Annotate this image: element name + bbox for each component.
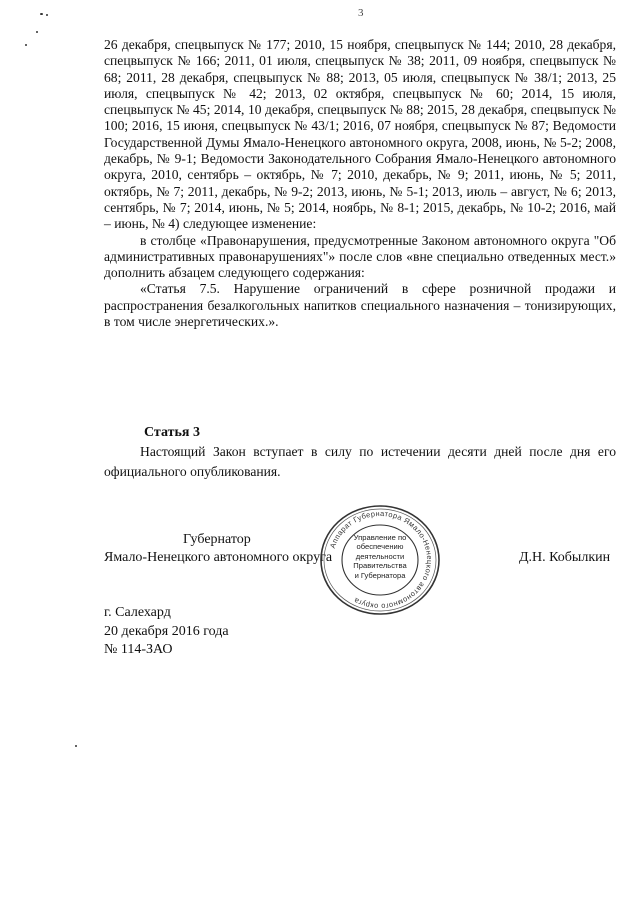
amendment-text [104, 37, 616, 330]
page-number: 3 [358, 7, 364, 19]
footer-law-number: № 114-ЗАО [104, 642, 173, 657]
seal-line: обеспечению [356, 542, 404, 552]
footer [104, 604, 229, 660]
scan-speck [25, 44, 27, 46]
scan-speck [36, 31, 38, 33]
seal-line: Правительства [353, 561, 407, 571]
article-text: Настоящий Закон вступает в силу по истечении десяти дней после дня его официального опубликования. [104, 444, 616, 479]
seal-line: Управление по [353, 533, 407, 542]
seal-line: и Губернатора [354, 570, 406, 580]
article-body [104, 442, 616, 481]
footer-date: 20 декабря 2016 года [104, 623, 229, 639]
scan-speck [46, 14, 48, 16]
governor-name: Д.Н. Кобылкин [519, 550, 611, 565]
governor-title: Губернатор [183, 532, 251, 547]
scan-speck [40, 13, 43, 15]
governor-region: Ямало-Ненецкого автономного округа [104, 550, 333, 565]
footer-city: г. Салехард [104, 605, 171, 620]
seal-ring-text: Аппарат Губернатора Ямало-Ненецкого автономного округа [327, 508, 435, 612]
amendment-instruction-paragraph: в столбце «Правонарушения, предусмотренные Законом автономного округа "Об административных правонарушениях"» после слов «вне специально отведенных мест.» дополнить абзацем следующего содержания: [104, 232, 616, 281]
publication-list-paragraph: 26 декабря, спецвыпуск № 177; 2010, 15 ноября, спецвыпуск № 144; 2010, 28 декабря, спецвыпуск № 166; 2011, 01 июля, спецвыпуск № 38; 2011, 09 ноября, спецвыпуск № 68; 2011, 28 декабря, спецвыпуск № 88; 2013, 05 июля, спецвыпуск № 38/1; 2013, 25 июля, спецвыпуск № 42; 2013, 02 октября, спецвыпуск № 60; 2014, 15 июля, спецвыпуск № 45; 2014, 10 декабря, спецвыпуск № 88; 2015, 28 декабря, спецвыпуск № 100; 2016, 15 июня, спецвыпуск № 43/1; 2016, 07 ноября, спецвыпуск № 87; Ведомости Государственной Думы Ямало-Ненецкого автономного округа, 2008, июнь, № 5-2; 2008, декабрь, № 9-1; Ведомости Законодательного Собрания Ямало-Ненецкого автономного округа, 2010, сентябрь – октябрь, № 7; 2010, декабрь, № 9; 2011, июнь, № 5; 2011, октябрь, № 7; 2011, декабрь, № 9-2; 2013, июнь, № 5-1; 2013, июль – август, № 6; 2013, сентябрь, № 7; 2014, июнь, № 5; 2014, ноябрь, № 8-1; 2015, декабрь, № 10-2; 2016, май – июнь, № 4) следующее изменение: [104, 37, 616, 232]
new-article-paragraph: «Статья 7.5. Нарушение ограничений в сфере розничной продажи и распространения безалкогольных напитков специального назначения – тонизирующих, в том числе энергетических.». [104, 281, 616, 330]
article-heading: Статья 3 [144, 425, 200, 440]
seal-line: деятельности [355, 551, 405, 561]
seal-center-text [344, 533, 416, 580]
scan-speck [75, 745, 77, 747]
